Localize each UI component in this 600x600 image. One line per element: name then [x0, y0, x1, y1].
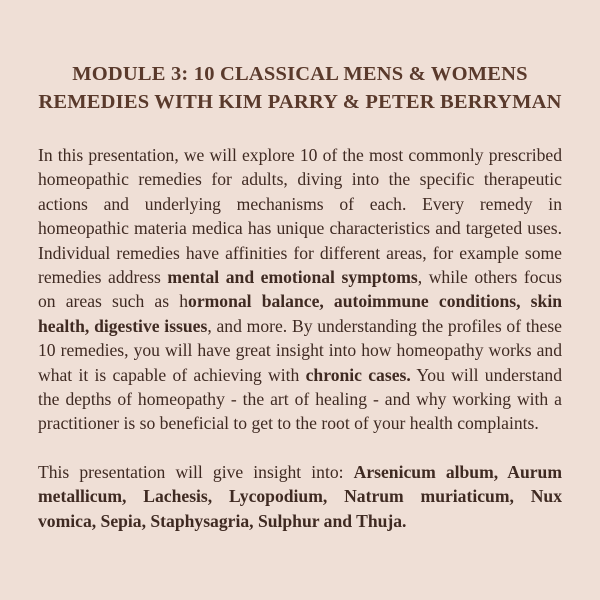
module-title-line-2: REMEDIES WITH KIM PARRY & PETER BERRYMAN — [38, 91, 562, 113]
intro-paragraph — [38, 143, 562, 436]
intro-text-3: , and more. By understanding the profiles of these 10 remedies, you will have great insight into how homeopathy works and what it is capable of achieving with — [38, 315, 562, 385]
intro-bold-areas: ormonal balance, autoimmune conditions, skin health, digestive issues — [38, 291, 562, 336]
remedies-list: Arsenicum album, Aurum metallicum, Lachesis, Lycopodium, Natrum muriaticum, Nux vomica, Sepia, Staphysagria, Sulphur and Thuja. — [38, 461, 562, 531]
document-page — [38, 60, 562, 533]
intro-text-2: , while others focus on areas such as h — [38, 267, 562, 312]
module-title-line-1: MODULE 3: 10 CLASSICAL MENS & WOMENS — [72, 63, 528, 85]
intro-bold-mental-emotional: mental and emotional symptoms — [167, 267, 418, 288]
remedies-intro-text: This presentation will give insight into: — [38, 461, 354, 482]
intro-text-4: You will understand the depths of homeopathy - the art of healing - and why working with a practitioner is so beneficial to get to the root of your health complaints. — [38, 364, 562, 434]
module-title — [38, 60, 562, 116]
remedies-paragraph — [38, 460, 562, 533]
intro-text-1: In this presentation, we will explore 10 of the most commonly prescribed homeopathic remedies for adults, diving into the specific therapeutic actions and underlying mechanisms of each. Every remedy in homeopathic materia medica has unique characteristics and targeted uses. Individual remedies have affinities for different areas, for example some remedies address — [38, 145, 562, 288]
intro-bold-chronic: chronic cases. — [305, 364, 411, 385]
